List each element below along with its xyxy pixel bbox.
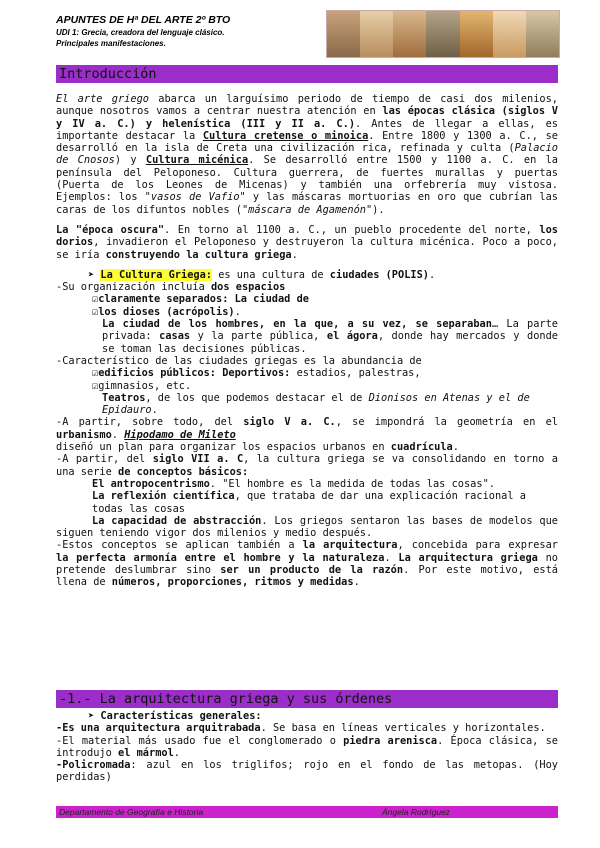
section-header-intro — [56, 65, 558, 83]
section-title: Introducción — [59, 66, 157, 82]
caracteristicas-line: ➤ Características generales: — [88, 710, 262, 722]
policromada-line: -Policromada: azul en los triglifos; rojo en el fondo de las metopas. (Hoy perdidas) — [56, 759, 558, 784]
cultura-griega-line: ➤ La Cultura Griega: es una cultura de ciudades (POLIS). — [88, 268, 436, 281]
footer-author: Ángela Rodríguez — [382, 807, 451, 817]
intro-body — [56, 93, 558, 589]
checkbox-bullet-icon: ☑ — [92, 305, 99, 318]
abstraccion-line: La capacidad de abstracción. Los griegos sentaron las bases de modelos que siguen teniendo vigor dos milenios y medio después. — [56, 514, 558, 540]
siglo-vii-line: -A partir, del siglo VII a. C, la cultura griega se va consolidando en torno a una serie de conceptos básicos: — [56, 453, 558, 478]
cuadricula-line: diseñó un plan para organizar los espacios urbanos en cuadrícula. — [56, 441, 459, 454]
header-title: APUNTES DE Hª DEL ARTE 2º BTO — [56, 14, 231, 26]
caracteristico-line: -Característico de las ciudades griegas es la abundancia de — [56, 354, 422, 367]
material-line: -El material más usado fue el conglomerado o piedra arenisca. Época clásica, se introdujo el mármol. — [56, 734, 558, 759]
hombres-line: La ciudad de los hombres, en la que, a su vez, se separaban… La parte privada: casas y la parte pública, el ágora, donde hay mercados y donde se toman las decisiones públicas. — [102, 318, 558, 355]
header-subtitle: Principales manifestaciones. — [56, 39, 166, 48]
checkbox-bullet-icon: ☑ — [92, 367, 99, 380]
section-header-arquitectura — [56, 690, 558, 708]
dioses-line: ☑los dioses (acrópolis). — [92, 305, 241, 318]
reflexion-line: La reflexión científica, que trataba de dar una explicación racional a todas las cosas — [92, 490, 526, 515]
arrow-bullet-icon: ➤ — [88, 710, 95, 722]
siglo-v-line: -A partir, sobre todo, del siglo V a. C., se impondrá la geometría en el urbanismo. Hipodamo de Mileto — [56, 416, 558, 441]
header-banner-image — [326, 10, 560, 58]
arquitectura-body — [56, 710, 558, 784]
paragraph-arte-griego: El arte griego abarca un larguísimo periodo de tiempo de casi dos milenios, aunque nosotros vamos a centrar nuestra atención en las épocas clásica (siglos V y IV a. C.) y helenística (III y II a. C.). Antes de llegar a ellas, es importante destacar la Cultura cretense o minoica. Entre 1800 y 1300 a. C., se desarrolló en la isla de Creta una civilización rica, refinada y culta (Palacio de Cnosos) y Cultura micénica. Se desarrolló entre 1500 y 1100 a. C. en la península del Peloponeso. Cultura guerrera, de fuertes murallas y puertas (Puerta de los Leones de Micenas) y también una orfebrería muy vistosa. Ejemplos: los "vasos de Vafio" y las máscaras mortuorias en oro que cubrían las caras de los difuntos nobles ("máscara de Agamenón"). — [56, 93, 559, 216]
header-unit: UDI 1: Grecia, creadora del lenguaje clásico. — [56, 28, 225, 37]
conceptos-line: -Estos conceptos se aplican también a la arquitectura, concebida para expresar la perfecta armonía entre el hombre y la naturaleza. La arquitectura griega no pretende deslumbrar sino ser un producto de la razón. Por este motivo, está llena de números, proporciones, ritmos y medidas. — [56, 539, 558, 589]
separados-line: ☑claramente separados: La ciudad de — [92, 293, 309, 306]
arquitrabada-line: -Es una arquitectura arquitrabada. Se basa en líneas verticales y horizontales. — [56, 722, 546, 735]
antropocentrismo-line: El antropocentrismo. "El hombre es la medida de todas las cosas". — [92, 477, 495, 490]
gimnasios-line: ☑gimnasios, etc. — [92, 379, 192, 392]
section-title: -1.- La arquitectura griega y sus órdenes — [59, 691, 393, 707]
organizacion-line: -Su organización incluía dos espacios — [56, 281, 286, 294]
edificios-line: ☑edificios públicos: Deportivos: estadios, palestras, — [92, 367, 421, 380]
arrow-bullet-icon: ➤ — [88, 268, 95, 281]
footer-department: Departamento de Geografía e Historia — [59, 807, 204, 817]
checkbox-bullet-icon: ☑ — [92, 379, 99, 392]
checkbox-bullet-icon: ☑ — [92, 293, 99, 306]
document-header — [56, 14, 326, 49]
document-footer — [56, 806, 558, 818]
teatros-line: Teatros, de los que podemos destacar el de Dionisos en Atenas y el de Epidauro. — [102, 391, 530, 417]
paragraph-epoca-oscura: La "época oscura". En torno al 1100 a. C., un pueblo procedente del norte, los dorios, invadieron el Peloponeso y destruyeron la cultura micénica. Poco a poco, se iría construyendo la cultura griega. — [56, 223, 559, 261]
